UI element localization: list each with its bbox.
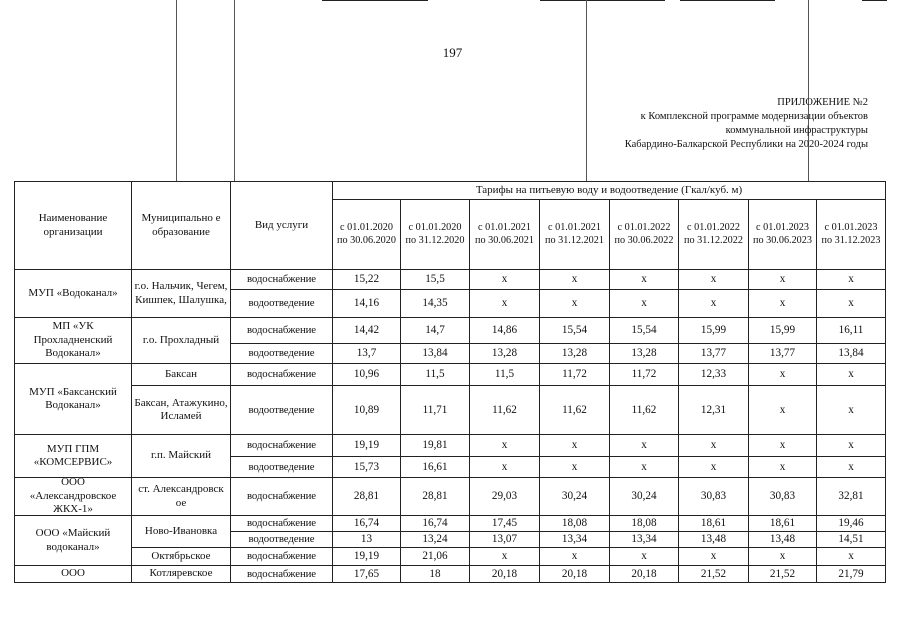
tariff-value: x xyxy=(748,385,817,435)
tariff-value: 28,81 xyxy=(332,477,401,516)
header-period: с 01.01.2020 по 31.12.2020 xyxy=(400,199,470,270)
tariff-value: 11,72 xyxy=(609,363,679,386)
tariff-value: 10,96 xyxy=(332,363,401,386)
org-cell: ООО «Александровское ЖКХ-1» xyxy=(14,477,132,516)
tariff-value: x xyxy=(748,547,817,566)
tariff-value: 18,08 xyxy=(539,515,610,532)
tariff-value: x xyxy=(816,547,886,566)
municipality-cell: г.о. Прохладный xyxy=(131,317,231,364)
tariff-value: x xyxy=(816,434,886,457)
tariff-value: x xyxy=(539,434,610,457)
org-cell: ООО xyxy=(14,565,132,583)
tariff-value: 11,5 xyxy=(400,363,470,386)
tariff-value: 13,48 xyxy=(748,531,817,548)
tariff-value: x xyxy=(748,434,817,457)
header-period: с 01.01.2023 по 31.12.2023 xyxy=(816,199,886,270)
tariff-value: x xyxy=(678,547,749,566)
appendix-line: коммунальной инфраструктуры xyxy=(725,125,868,136)
tariff-value: x xyxy=(469,456,540,478)
tariff-value: 18,61 xyxy=(678,515,749,532)
tariff-value: 21,52 xyxy=(748,565,817,583)
tariff-value: x xyxy=(469,434,540,457)
tariff-value: 13,34 xyxy=(609,531,679,548)
service-cell: водоотведение xyxy=(230,289,333,318)
tariff-value: x xyxy=(816,363,886,386)
service-cell: водоснабжение xyxy=(230,269,333,290)
tariff-value: x xyxy=(539,269,610,290)
tariff-value: 20,18 xyxy=(609,565,679,583)
tariff-value: 14,42 xyxy=(332,317,401,344)
municipality-cell: Баксан, Атажукино, Исламей xyxy=(131,385,231,435)
scan-line xyxy=(586,0,587,182)
tariff-value: 15,54 xyxy=(609,317,679,344)
org-cell: ООО «Майский водоканал» xyxy=(14,515,132,566)
appendix-title: ПРИЛОЖЕНИЕ №2 xyxy=(777,97,868,108)
tariff-value: 11,62 xyxy=(539,385,610,435)
tariff-value: 14,16 xyxy=(332,289,401,318)
tariff-value: 13,34 xyxy=(539,531,610,548)
service-cell: водоснабжение xyxy=(230,434,333,457)
tariff-value: x xyxy=(678,269,749,290)
tariff-value: 28,81 xyxy=(400,477,470,516)
tariff-value: 15,54 xyxy=(539,317,610,344)
tariff-value: 14,86 xyxy=(469,317,540,344)
tariff-table xyxy=(15,182,886,583)
scan-line xyxy=(234,0,235,182)
tariff-value: 11,62 xyxy=(609,385,679,435)
tariff-value: 13,77 xyxy=(748,343,817,364)
tariff-value: x xyxy=(816,289,886,318)
tariff-value: 14,51 xyxy=(816,531,886,548)
header-service: Вид услуги xyxy=(230,181,333,270)
tariff-value: x xyxy=(539,547,610,566)
municipality-cell: г.п. Майский xyxy=(131,434,231,478)
tariff-value: 13,28 xyxy=(469,343,540,364)
tariff-value: x xyxy=(609,269,679,290)
service-cell: водоотведение xyxy=(230,343,333,364)
tariff-value: 15,22 xyxy=(332,269,401,290)
scan-line xyxy=(176,0,177,182)
tariff-value: 20,18 xyxy=(539,565,610,583)
scan-line xyxy=(808,0,809,182)
tariff-value: 15,99 xyxy=(748,317,817,344)
appendix-line: Кабардино-Балкарской Республики на 2020-2024 годы xyxy=(624,139,868,150)
municipality-cell: Котляревское xyxy=(131,565,231,583)
service-cell: водоотведение xyxy=(230,456,333,478)
tariff-value: 29,03 xyxy=(469,477,540,516)
tariff-value: 18,61 xyxy=(748,515,817,532)
tariff-value: 30,24 xyxy=(609,477,679,516)
municipality-cell: Октябрьское xyxy=(131,547,231,566)
tariff-value: 17,65 xyxy=(332,565,401,583)
service-cell: водоснабжение xyxy=(230,317,333,344)
service-cell: водоотведение xyxy=(230,531,333,548)
tariff-value: x xyxy=(748,363,817,386)
tariff-value: 20,18 xyxy=(469,565,540,583)
scan-line xyxy=(862,0,887,1)
tariff-value: 16,61 xyxy=(400,456,470,478)
tariff-value: 19,81 xyxy=(400,434,470,457)
tariff-value: 14,35 xyxy=(400,289,470,318)
tariff-value: x xyxy=(748,289,817,318)
tariff-value: x xyxy=(539,289,610,318)
tariff-value: 14,7 xyxy=(400,317,470,344)
tariff-value: 19,46 xyxy=(816,515,886,532)
service-cell: водоснабжение xyxy=(230,363,333,386)
tariff-value: 11,71 xyxy=(400,385,470,435)
tariff-value: 19,19 xyxy=(332,434,401,457)
tariff-value: 13,24 xyxy=(400,531,470,548)
tariff-value: 13,77 xyxy=(678,343,749,364)
tariff-value: x xyxy=(678,456,749,478)
tariff-value: 18,08 xyxy=(609,515,679,532)
tariff-value: 13,07 xyxy=(469,531,540,548)
service-cell: водоснабжение xyxy=(230,565,333,583)
tariff-value: 32,81 xyxy=(816,477,886,516)
org-cell: МП «УК Прохладненский Водоканал» xyxy=(14,317,132,364)
tariff-value: 18 xyxy=(400,565,470,583)
tariff-value: 12,33 xyxy=(678,363,749,386)
tariff-value: 30,83 xyxy=(678,477,749,516)
tariff-value: 17,45 xyxy=(469,515,540,532)
tariff-value: x xyxy=(609,547,679,566)
service-cell: водоотведение xyxy=(230,385,333,435)
tariff-value: x xyxy=(816,269,886,290)
tariff-value: 13,84 xyxy=(400,343,470,364)
tariff-value: 21,52 xyxy=(678,565,749,583)
appendix-line: к Комплексной программе модернизации объектов xyxy=(640,111,868,122)
tariff-value: 11,62 xyxy=(469,385,540,435)
tariff-value: 11,5 xyxy=(469,363,540,386)
tariff-value: 21,06 xyxy=(400,547,470,566)
tariff-value: 16,74 xyxy=(332,515,401,532)
tariff-value: 15,5 xyxy=(400,269,470,290)
municipality-cell: Ново-Ивановка xyxy=(131,515,231,548)
tariff-value: 11,72 xyxy=(539,363,610,386)
tariff-value: x xyxy=(816,385,886,435)
service-cell: водоснабжение xyxy=(230,477,333,516)
header-period: с 01.01.2021 по 30.06.2021 xyxy=(469,199,540,270)
scan-line xyxy=(322,0,428,1)
tariff-value: 30,24 xyxy=(539,477,610,516)
tariff-value: 19,19 xyxy=(332,547,401,566)
header-period: с 01.01.2022 по 30.06.2022 xyxy=(609,199,679,270)
tariff-value: x xyxy=(816,456,886,478)
header-municipality: Муниципально е образование xyxy=(131,181,231,270)
tariff-value: 16,74 xyxy=(400,515,470,532)
tariff-value: 13,28 xyxy=(609,343,679,364)
tariff-value: 13,48 xyxy=(678,531,749,548)
header-tariffs: Тарифы на питьевую воду и водоотведение (Гкал/куб. м) xyxy=(332,181,886,200)
scan-line xyxy=(680,0,775,1)
org-cell: МУП ГПМ «КОМСЕРВИС» xyxy=(14,434,132,478)
tariff-value: x xyxy=(678,434,749,457)
page-number: 197 xyxy=(442,45,463,60)
tariff-value: x xyxy=(678,289,749,318)
tariff-value: 13,28 xyxy=(539,343,610,364)
tariff-value: 13 xyxy=(332,531,401,548)
header-period: с 01.01.2021 по 31.12.2021 xyxy=(539,199,610,270)
scan-line xyxy=(540,0,665,1)
tariff-value: x xyxy=(609,456,679,478)
tariff-value: 13,7 xyxy=(332,343,401,364)
header-period: с 01.01.2022 по 31.12.2022 xyxy=(678,199,749,270)
service-cell: водоснабжение xyxy=(230,515,333,532)
tariff-value: x xyxy=(469,289,540,318)
tariff-value: 30,83 xyxy=(748,477,817,516)
tariff-value: 15,73 xyxy=(332,456,401,478)
org-cell: МУП «Баксанский Водоканал» xyxy=(14,363,132,435)
tariff-value: x xyxy=(469,269,540,290)
municipality-cell: Баксан xyxy=(131,363,231,386)
municipality-cell: ст. Александровск ое xyxy=(131,477,231,516)
municipality-cell: г.о. Нальчик, Чегем, Кишпек, Шалушка, xyxy=(131,269,231,318)
tariff-value: x xyxy=(539,456,610,478)
tariff-value: 10,89 xyxy=(332,385,401,435)
org-cell: МУП «Водоканал» xyxy=(14,269,132,318)
header-period: с 01.01.2020 по 30.06.2020 xyxy=(332,199,401,270)
tariff-value: x xyxy=(609,434,679,457)
header-organization: Наименование организации xyxy=(14,181,132,270)
tariff-value: x xyxy=(748,269,817,290)
tariff-value: 13,84 xyxy=(816,343,886,364)
tariff-value: x xyxy=(469,547,540,566)
service-cell: водоснабжение xyxy=(230,547,333,566)
tariff-value: 12,31 xyxy=(678,385,749,435)
header-period: с 01.01.2023 по 30.06.2023 xyxy=(748,199,817,270)
tariff-value: 15,99 xyxy=(678,317,749,344)
tariff-value: 21,79 xyxy=(816,565,886,583)
tariff-value: 16,11 xyxy=(816,317,886,344)
tariff-value: x xyxy=(609,289,679,318)
tariff-value: x xyxy=(748,456,817,478)
